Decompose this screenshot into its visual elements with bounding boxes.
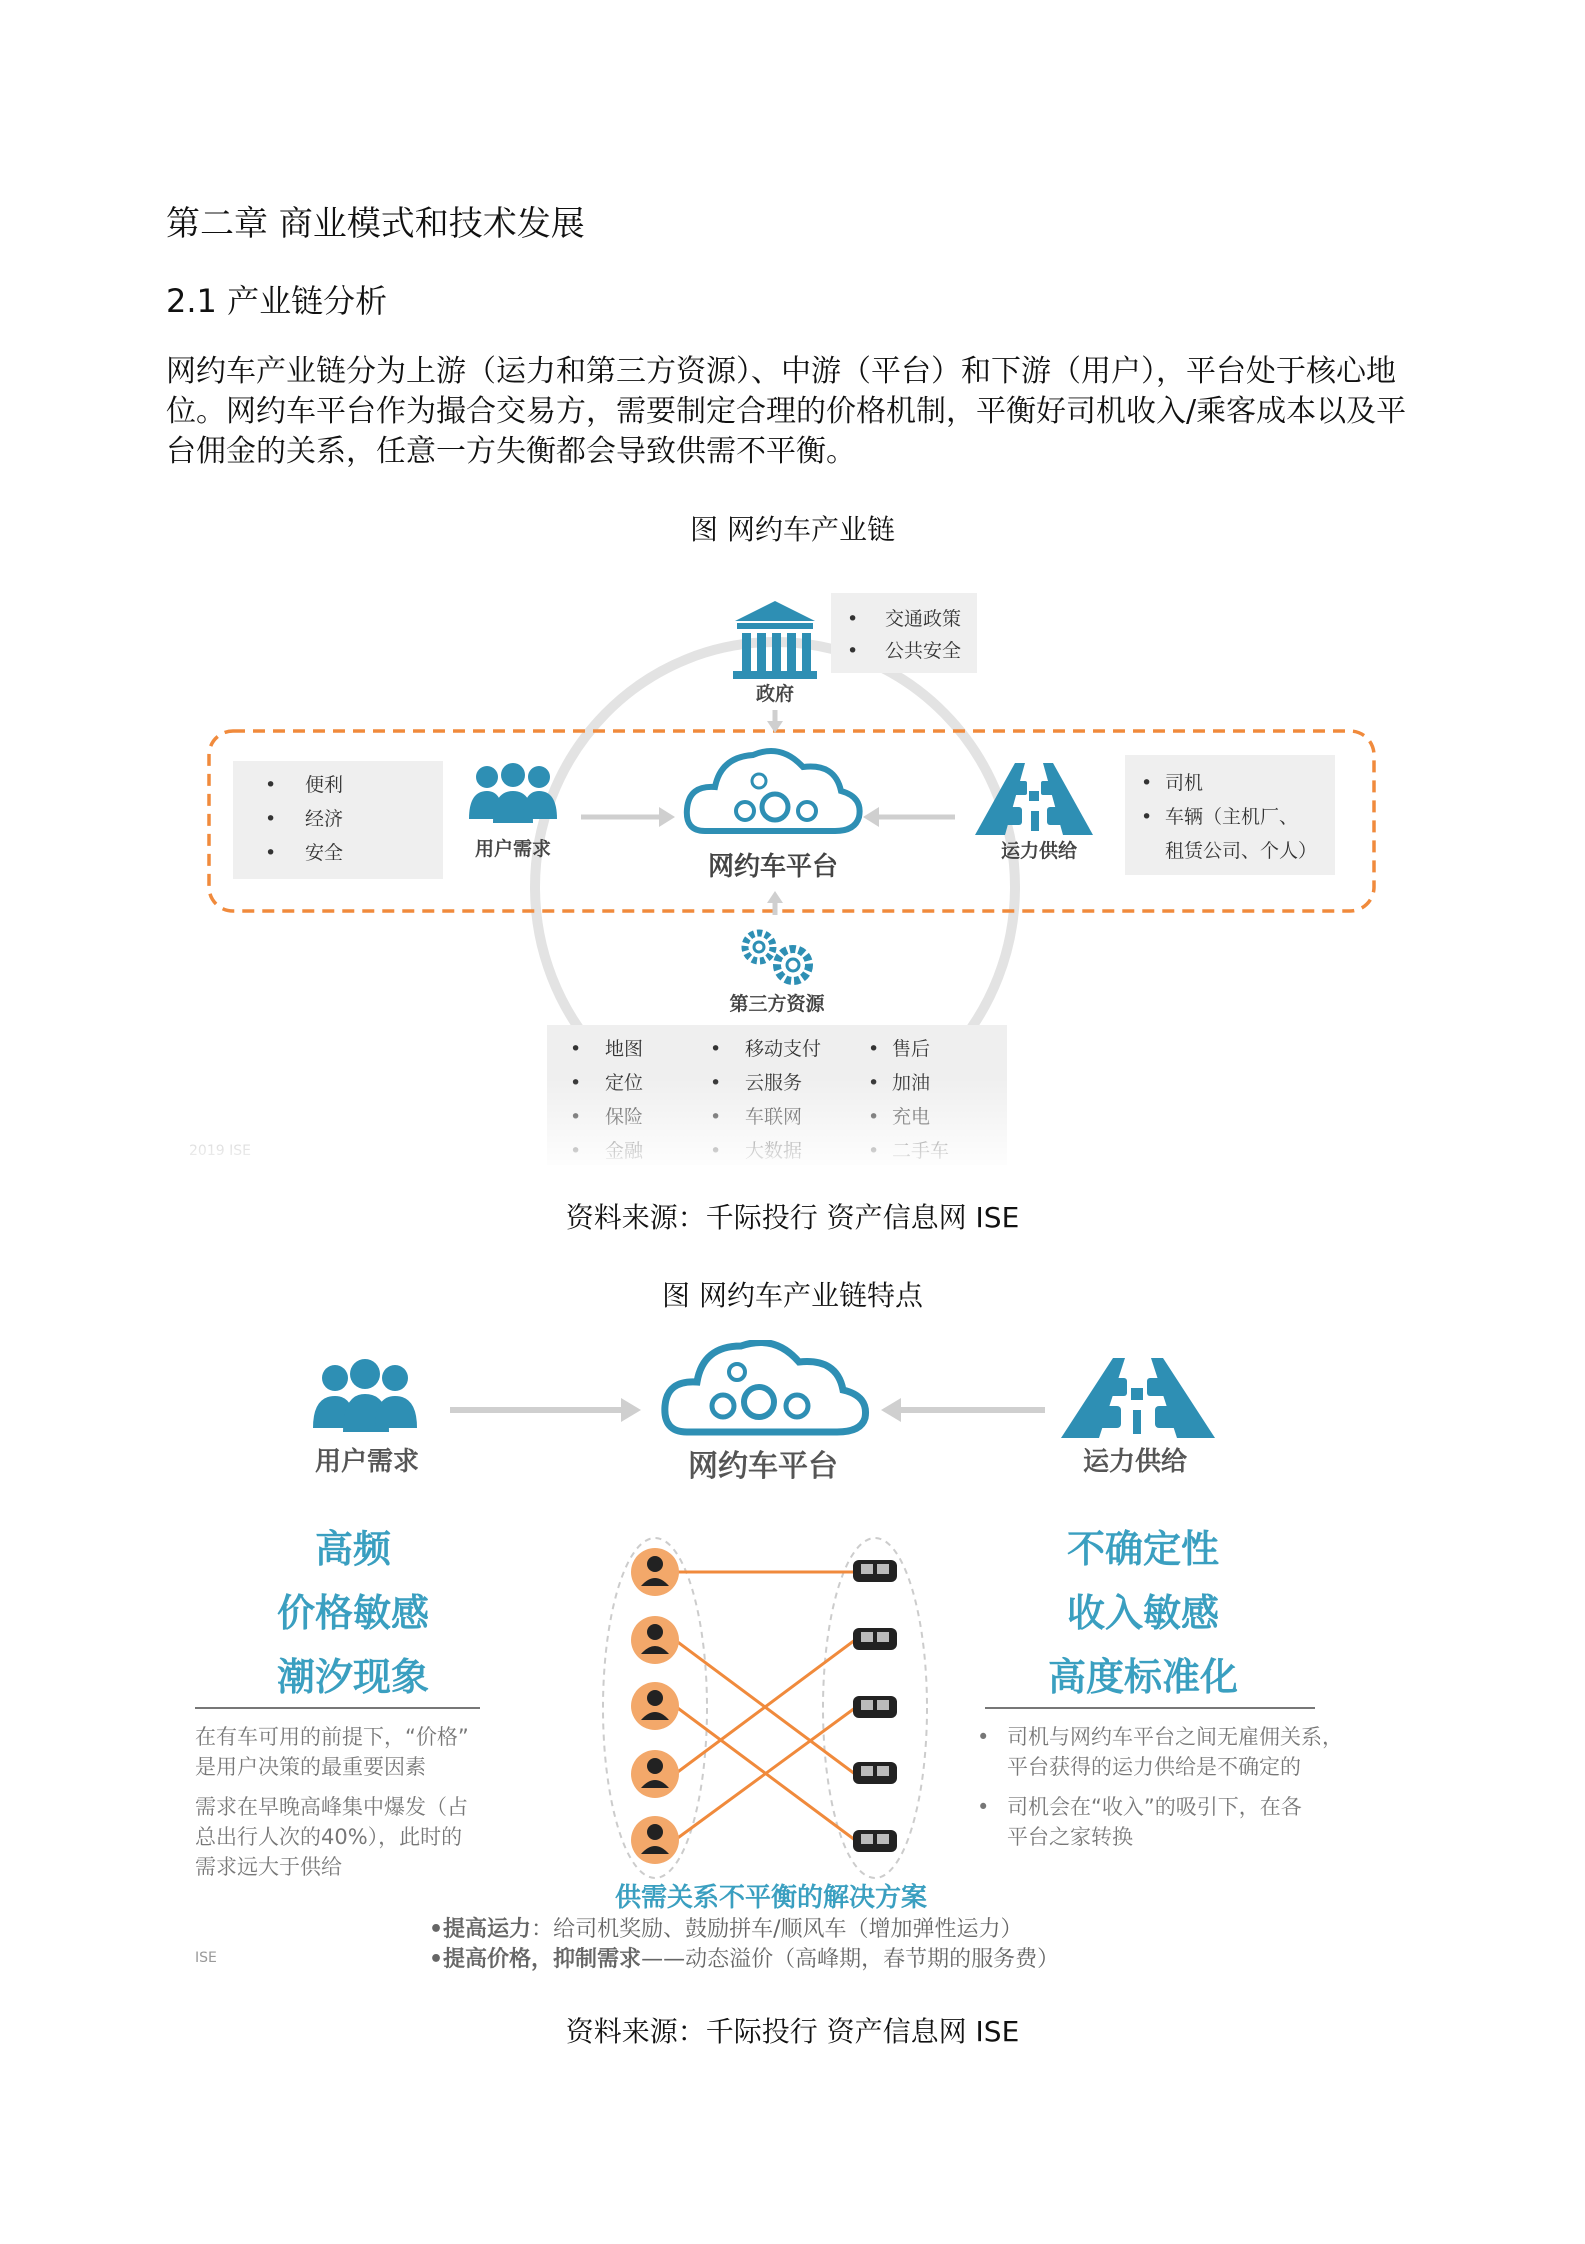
left-note: 总出行人次的40%），此时的 xyxy=(195,1825,463,1849)
traffic-road-icon xyxy=(1061,1358,1215,1438)
users-icon xyxy=(313,1359,417,1432)
car-icon xyxy=(853,1628,897,1650)
figure1-title: 图 网约车产业链 xyxy=(690,513,895,546)
solution-2-rest: ——动态溢价（高峰期，春节期的服务费） xyxy=(641,1947,1060,1972)
solution-1-rest: ：给司机奖励、鼓励拼车/顺风车（增加弹性运力） xyxy=(531,1917,1023,1942)
bullet-icon: • xyxy=(977,1725,990,1749)
left-note: 需求在早晚高峰集中爆发（占 xyxy=(195,1795,468,1819)
person-icon xyxy=(631,1750,679,1798)
car-icon xyxy=(853,1560,897,1582)
right-note: 平台之家转换 xyxy=(1007,1825,1133,1849)
solution-title: 供需关系不平衡的解决方案 xyxy=(614,1883,928,1913)
solution-line-2 xyxy=(429,1946,1059,1972)
figure2-title: 图 网约车产业链特点 xyxy=(662,1279,923,1312)
right-trait: 不确定性 xyxy=(1066,1527,1220,1571)
right-note: 平台获得的运力供给是不确定的 xyxy=(1007,1755,1301,1779)
solution-1-bold: •提高运力 xyxy=(429,1917,532,1942)
left-note: 是用户决策的最重要因素 xyxy=(195,1755,426,1779)
solution-2-bold: •提高价格，抑制需求 xyxy=(429,1947,642,1972)
figure2-source: 资料来源：千际投行 资产信息网 ISE xyxy=(565,2015,1020,2048)
platform-cloud-icon xyxy=(665,1342,866,1432)
bullet-icon: • xyxy=(977,1795,990,1819)
person-icon xyxy=(631,1816,679,1864)
right-note: 司机与网约车平台之间无雇佣关系， xyxy=(1007,1725,1343,1749)
chapter-title: 第二章 商业模式和技术发展 xyxy=(166,204,585,244)
platform-label: 网约车平台 xyxy=(688,1449,838,1484)
intro-paragraph: 网约车产业链分为上游（运力和第三方资源）、中游（平台）和下游（用户），平台处于核心地位。网约车平台作为撮合交易方，需要制定合理的价格机制，平衡好司机收入/乘客成本以及平台佣金的关系，任意一方失衡都会导致供需不平衡。 xyxy=(166,354,1407,469)
matching-lines xyxy=(675,1572,855,1840)
arrowhead-icon xyxy=(881,1398,901,1422)
solution-line-1 xyxy=(429,1916,1022,1942)
person-icon xyxy=(631,1682,679,1730)
person-icon xyxy=(631,1616,679,1664)
right-note: 司机会在“收入”的吸引下，在各 xyxy=(1007,1795,1302,1819)
figure1-source: 资料来源：千际投行 资产信息网 ISE xyxy=(565,1201,1020,1234)
left-note: 在有车可用的前提下，“价格” xyxy=(195,1725,469,1749)
figure2-watermark: ISE xyxy=(195,1950,217,1966)
left-note: 需求远大于供给 xyxy=(195,1855,342,1879)
left-trait: 价格敏感 xyxy=(276,1591,430,1635)
left-trait: 潮汐现象 xyxy=(276,1655,430,1699)
industry-chain-diagram xyxy=(185,585,1405,1165)
supply-label: 运力供给 xyxy=(1082,1447,1188,1477)
section-title: 2.1 产业链分析 xyxy=(166,282,388,320)
person-icon xyxy=(631,1548,679,1596)
right-trait: 高度标准化 xyxy=(1047,1655,1239,1699)
left-trait: 高频 xyxy=(314,1527,392,1571)
car-icon xyxy=(853,1696,897,1718)
chain-characteristics-diagram xyxy=(185,1340,1405,1980)
user-demand-label: 用户需求 xyxy=(314,1447,420,1477)
arrowhead-icon xyxy=(621,1398,641,1422)
car-icon xyxy=(853,1830,897,1852)
car-icon xyxy=(853,1762,897,1784)
fade-overlay xyxy=(185,585,1405,1165)
right-trait: 收入敏感 xyxy=(1066,1591,1220,1635)
